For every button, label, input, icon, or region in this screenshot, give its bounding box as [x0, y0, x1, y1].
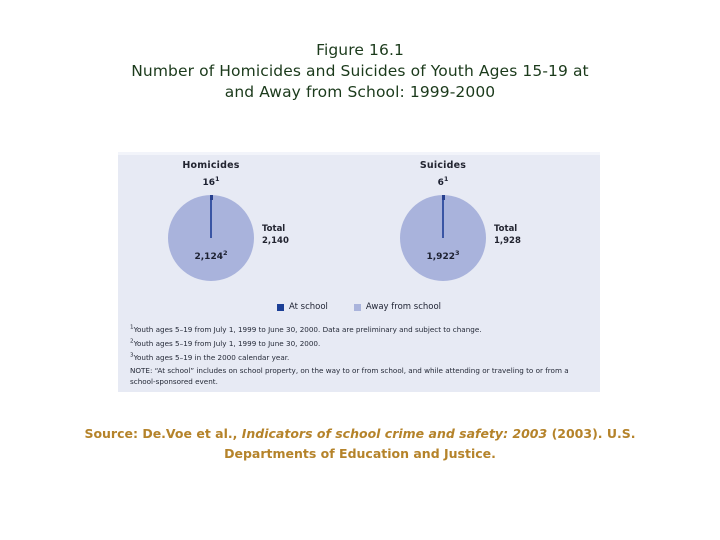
source-prefix: Source: De.Voe et al.,: [84, 426, 242, 441]
title-line-1: Figure 16.1: [316, 41, 404, 59]
pie-graphic-homicides: [168, 195, 254, 281]
at-school-value-homicides: 16: [202, 178, 215, 188]
chart-legend: [118, 302, 600, 312]
footnote-text-3: Youth ages 5–19 in the 2000 calendar year.: [133, 352, 290, 362]
chart-heading-suicides: Suicides: [419, 160, 467, 171]
footnote-marker-1: 1: [130, 324, 134, 331]
at-school-footnote-marker-homicides: 1: [215, 175, 220, 183]
away-value-suicides: 1,922: [426, 252, 455, 262]
footnote-1: [130, 324, 592, 336]
pie-slice-at-school-cap-homicides: [210, 195, 213, 200]
at-school-footnote-marker-suicides: 1: [443, 175, 449, 183]
footnote-2: [130, 338, 592, 350]
away-value-homicides: 2,124: [194, 252, 223, 262]
pie-slice-at-school-homicides: [210, 195, 212, 238]
total-label-homicides: Total: [262, 224, 286, 234]
legend-item-away-from-school: [354, 302, 441, 312]
chart-note: NOTE: “At school” includes on school property, on the way to or from school, and while attending or traveling to or from a school-sponsored event.: [130, 365, 569, 386]
at-school-label-suicides: [358, 175, 528, 188]
away-label-homicides: [168, 249, 254, 262]
pie-chart-homicides: [126, 156, 356, 306]
footnote-marker-2: 2: [130, 338, 134, 345]
title-line-3: and Away from School: 1999-2000: [224, 83, 496, 101]
total-block-homicides: [262, 224, 338, 247]
away-from-school-swatch-icon: [354, 304, 361, 311]
away-footnote-marker-suicides: 3: [454, 249, 460, 257]
legend-label-at-school: At school: [288, 302, 328, 312]
pie-chart-suicides: [358, 156, 588, 306]
source-publication-title: Indicators of school crime and safety: 2003: [241, 426, 548, 441]
panel-top-stripe: [118, 152, 600, 155]
at-school-swatch-icon: [277, 304, 284, 311]
source-suffix: (2003). U.S.: [547, 426, 636, 441]
away-footnote-marker-homicides: 2: [222, 249, 228, 257]
legend-label-away-from-school: Away from school: [365, 302, 442, 312]
title-line-2: Number of Homicides and Suicides of Youth Ages 15-19 at: [131, 62, 589, 80]
at-school-label-homicides: [126, 175, 296, 188]
legend-item-at-school: [277, 302, 328, 312]
pie-graphic-suicides: [400, 195, 486, 281]
pie-slice-at-school-cap-suicides: [442, 195, 445, 200]
pie-slice-at-school-suicides: [442, 195, 444, 238]
footnote-3: [130, 352, 592, 364]
total-block-suicides: [494, 224, 570, 247]
total-label-suicides: Total: [494, 224, 518, 234]
total-value-homicides: 2,140: [262, 235, 289, 246]
chart-heading-homicides: Homicides: [182, 160, 240, 171]
figure-panel: [118, 152, 600, 392]
total-value-suicides: 1,928: [494, 235, 521, 246]
source-line-1: [50, 424, 670, 444]
pie-charts-row: [118, 156, 600, 306]
at-school-value-suicides: 6: [437, 178, 444, 188]
page-title: [50, 40, 670, 103]
footnote-marker-3: 3: [130, 352, 134, 359]
footnote-text-2: Youth ages 5–19 from July 1, 1999 to June 30, 2000.: [133, 338, 321, 348]
source-credit: [50, 424, 670, 464]
footnote-text-1: Youth ages 5–19 from July 1, 1999 to June 30, 2000. Data are preliminary and subject to change.: [133, 325, 482, 334]
footnotes-block: [130, 324, 592, 387]
source-line-2: Departments of Education and Justice.: [224, 446, 496, 461]
away-label-suicides: [400, 249, 486, 262]
